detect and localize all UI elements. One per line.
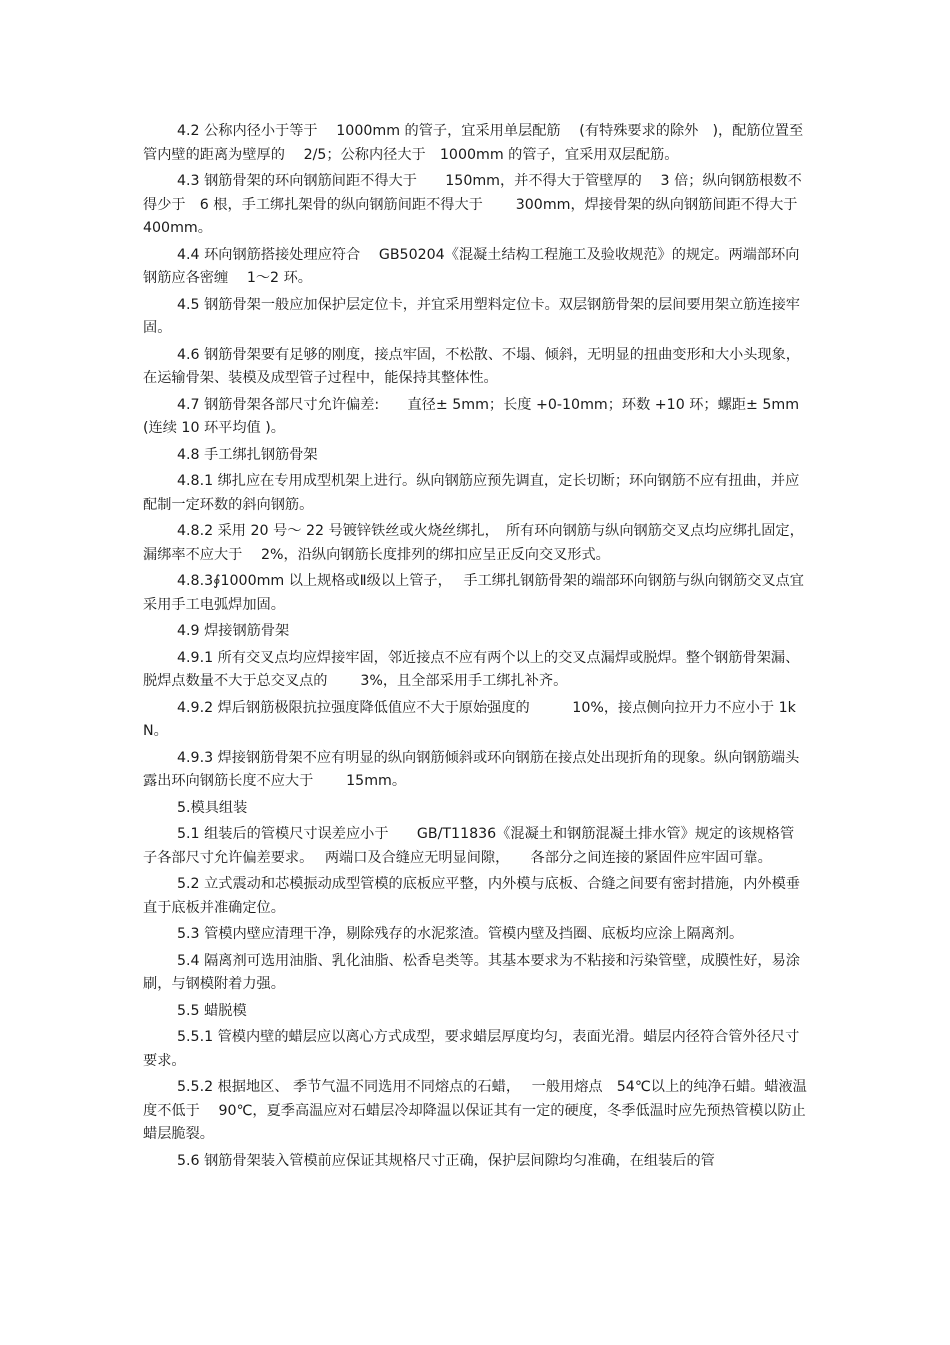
section-heading-4-9: 4.9 焊接钢筋骨架 xyxy=(177,623,290,639)
paragraph-4-5: 4.5 钢筋骨架一般应加保护层定位卡，并宜采用塑料定位卡。双层钢筋骨架的层间要用架立筋连接牢固。 xyxy=(143,296,800,336)
paragraph-5-5-2: 5.5.2 根据地区、 季节气温不同选用不同熔点的石蜡， 一般用熔点 54℃以上的纯净石蜡。蜡液温度不低于 90℃，夏季高温应对石蜡层冷却降温以保证其有一定的硬度，冬季低温时应先预热管模以防止蜡层脆裂。 xyxy=(143,1079,807,1142)
section-heading-5-5: 5.5 蜡脱模 xyxy=(177,1002,247,1019)
paragraph-4-9-3: 4.9.3 焊接钢筋骨架不应有明显的纵向钢筋倾斜或环向钢筋在接点处出现折角的现象。纵向钢筋端头露出环向钢筋长度不应大于 15mm。 xyxy=(143,749,800,789)
paragraph-5-3: 5.3 管模内壁应清理干净，剔除残存的水泥浆渣。管模内壁及挡圈、底板均应涂上隔离剂。 xyxy=(177,926,744,942)
document-body xyxy=(143,120,812,1176)
paragraph-4-9-1: 4.9.1 所有交叉点均应焊接牢固，邻近接点不应有两个以上的交叉点漏焊或脱焊。整个钢筋骨架漏、脱焊点数量不大于总交叉点的 3%，且全部采用手工绑扎补齐。 xyxy=(143,649,800,689)
paragraph-4-4: 4.4 环向钢筋搭接处理应符合 GB50204《混凝土结构工程施工及验收规范》的规定。两端部环向钢筋应各密缠 1～2 环。 xyxy=(143,246,800,286)
paragraph-4-7: 4.7 钢筋骨架各部尺寸允许偏差: 直径± 5mm；长度 +0-10mm；环数 +10 环；螺距± 5mm(连续 10 环平均值 )。 xyxy=(143,396,800,436)
section-heading-5: 5.模具组装 xyxy=(177,799,248,816)
paragraph-4-8-1: 4.8.1 绑扎应在专用成型机架上进行。纵向钢筋应预先调直，定长切断；环向钢筋不应有扭曲，并应配制一定环数的斜向钢筋。 xyxy=(143,473,800,513)
paragraph-5-6: 5.6 钢筋骨架装入管模前应保证其规格尺寸正确，保护层间隙均匀准确，在组装后的管 xyxy=(177,1152,715,1169)
paragraph-4-6: 4.6 钢筋骨架要有足够的刚度，接点牢固，不松散、不塌、倾斜，无明显的扭曲变形和大小头现象，在运输骨架、装模及成型管子过程中，能保持其整体性。 xyxy=(143,346,800,386)
paragraph-4-9-2: 4.9.2 焊后钢筋极限抗拉强度降低值应不大于原始强度的 10%，接点侧向拉开力不应小于 1kN。 xyxy=(143,699,796,739)
paragraph-5-5-1: 5.5.1 管模内壁的蜡层应以离心方式成型，要求蜡层厚度均匀，表面光滑。蜡层内径符合管外径尺寸要求。 xyxy=(143,1029,800,1069)
paragraph-5-4: 5.4 隔离剂可选用油脂、乳化油脂、松香皂类等。其基本要求为不粘接和污染管壁，成膜性好，易涂刷，与钢模附着力强。 xyxy=(143,952,800,992)
paragraph-4-8-3: 4.8.3∮1000mm 以上规格或Ⅱ级以上管子， 手工绑扎钢筋骨架的端部环向钢筋与纵向钢筋交叉点宜采用手工电弧焊加固。 xyxy=(143,573,804,613)
paragraph-5-2: 5.2 立式震动和芯模振动成型管模的底板应平整，内外模与底板、合缝之间要有密封措施，内外模垂直于底板并准确定位。 xyxy=(143,876,800,916)
paragraph-4-3: 4.3 钢筋骨架的环向钢筋间距不得大于 150mm，并不得大于管壁厚的 3 倍；纵向钢筋根数不得少于 6 根，手工绑扎架骨的纵向钢筋间距不得大于 300mm，焊接骨架的纵向钢筋间距不得大于 400mm。 xyxy=(143,173,812,236)
paragraph-4-2: 4.2 公称内径小于等于 1000mm 的管子，宜采用单层配筋 (有特殊要求的除外 )，配筋位置至管内壁的距离为壁厚的 2/5；公称内径大于 1000mm 的管子，宜采用双层配筋。 xyxy=(143,123,804,163)
paragraph-4-8-2: 4.8.2 采用 20 号～ 22 号镀锌铁丝或火烧丝绑扎， 所有环向钢筋与纵向钢筋交叉点均应绑扎固定，漏绑率不应大于 2%，沿纵向钢筋长度排列的绑扣应呈正反向交叉形式。 xyxy=(143,523,804,563)
section-heading-4-8: 4.8 手工绑扎钢筋骨架 xyxy=(177,446,318,463)
paragraph-5-1: 5.1 组装后的管模尺寸误差应小于 GB/T11836《混凝土和钢筋混凝土排水管》规定的该规格管子各部尺寸允许偏差要求。 两端口及合缝应无明显间隙， 各部分之间连接的紧固件应牢固可靠。 xyxy=(143,826,795,866)
